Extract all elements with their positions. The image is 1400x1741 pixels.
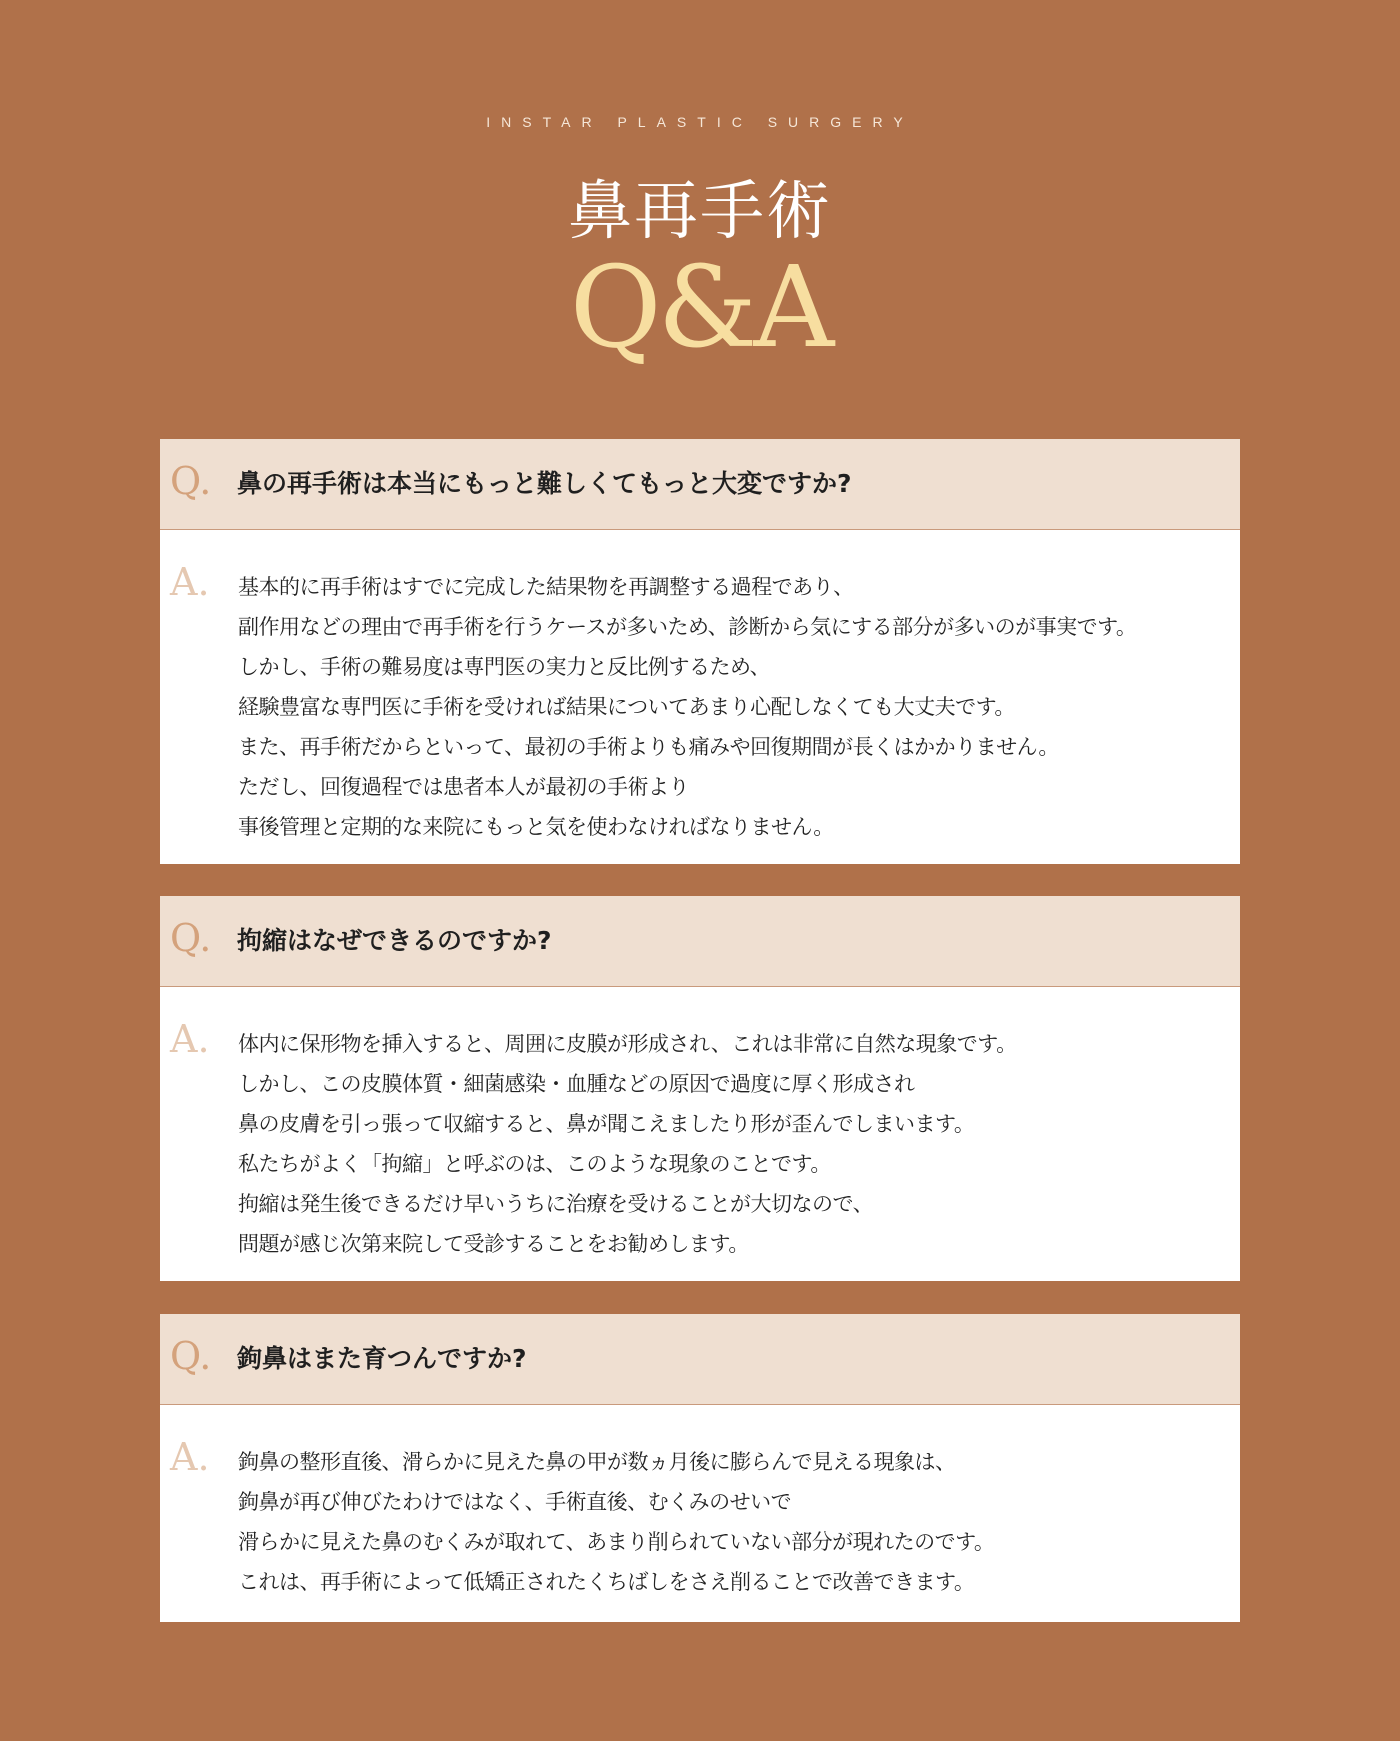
answer-line: 問題が感じ次第来院して受診することをお勧めします。	[238, 1232, 749, 1256]
faq-card-1	[160, 439, 1240, 864]
answer-line: また、再手術だからといって、最初の手術よりも痛みや回復期間が長くはかかりません。	[238, 735, 1059, 759]
answer-line: 副作用などの理由で再手術を行うケースが多いため、診断から気にする部分が多いのが事実です。	[238, 615, 1137, 639]
answer-line: 鼻の皮膚を引っ張って収縮すると、鼻が聞こえましたり形が歪んでしまいます。	[238, 1112, 975, 1136]
answer-line: 事後管理と定期的な来院にもっと気を使わなければなりません。	[238, 815, 834, 839]
question-text: 鼻の再手術は本当にもっと難しくてもっと大変ですか?	[237, 469, 852, 498]
question-text: 鉤鼻はまた育つんですか?	[237, 1344, 527, 1373]
answer-line: 鉤鼻が再び伸びたわけではなく、手術直後、むくみのせいで	[238, 1490, 792, 1514]
answer-line: しかし、この皮膜体質・細菌感染・血腫などの原因で過度に厚く形成され	[238, 1072, 915, 1096]
question-row	[160, 896, 1240, 987]
answer-line: これは、再手術によって低矯正されたくちばしをさえ削ることで改善できます。	[238, 1570, 975, 1594]
answer-line: 基本的に再手術はすでに完成した結果物を再調整する過程であり、	[238, 575, 854, 599]
q-mark: Q.	[170, 1334, 212, 1378]
brand-label: INSTAR PLASTIC SURGERY	[486, 114, 914, 130]
answer-line: 経験豊富な専門医に手術を受ければ結果についてあまり心配しなくても大丈夫です。	[238, 695, 1015, 719]
question-row	[160, 439, 1240, 530]
a-mark: A.	[170, 560, 210, 604]
qa-heading: Q&A	[569, 243, 831, 373]
answer-line: しかし、手術の難易度は専門医の実力と反比例するため、	[238, 655, 771, 679]
page-title: 鼻再手術	[568, 175, 832, 249]
answer-line: 拘縮は発生後できるだけ早いうちに治療を受けることが大切なので、	[238, 1192, 874, 1216]
faq-card-3	[160, 1314, 1240, 1622]
answer-line: 私たちがよく「拘縮」と呼ぶのは、このような現象のことです。	[238, 1152, 831, 1176]
answer-line: 体内に保形物を挿入すると、周囲に皮膜が形成され、これは非常に自然な現象です。	[238, 1032, 1017, 1056]
question-row	[160, 1314, 1240, 1405]
a-mark: A.	[170, 1017, 210, 1061]
answer-line: 滑らかに見えた鼻のむくみが取れて、あまり削られていない部分が現れたのです。	[238, 1530, 995, 1554]
answer-line: 鉤鼻の整形直後、滑らかに見えた鼻の甲が数ヵ月後に膨らんで見える現象は、	[238, 1450, 956, 1474]
question-text: 拘縮はなぜできるのですか?	[237, 926, 552, 955]
q-mark: Q.	[170, 459, 212, 503]
faq-card-2	[160, 896, 1240, 1281]
a-mark: A.	[170, 1435, 210, 1479]
answer-line: ただし、回復過程では患者本人が最初の手術より	[238, 775, 689, 799]
q-mark: Q.	[170, 916, 212, 960]
